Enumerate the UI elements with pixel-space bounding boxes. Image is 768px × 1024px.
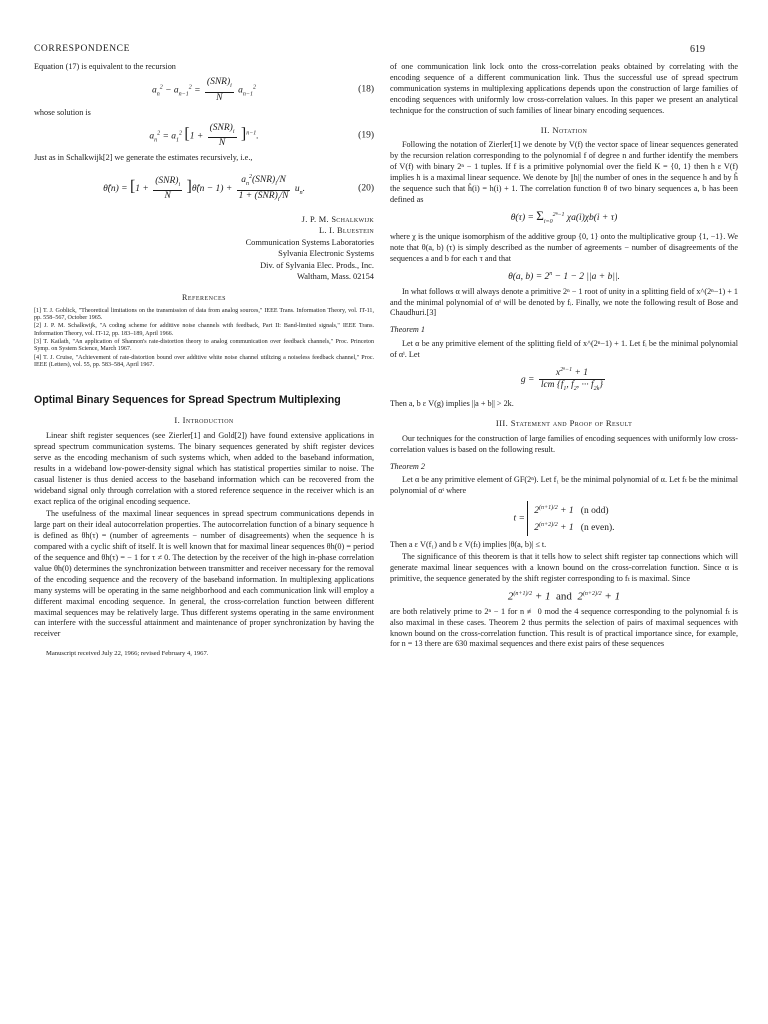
- paragraph: of one communication link lock onto the cross-correlation peaks obtained by correlating with the encoding sequence of a different communication link. Thus the successful use of spread spectrum communication systems in multiplexing applications depends upon the construction of large families of encoding sequences with uniformly low cross-correlation values. In this paper we present an analytical technique for the construction of such families of linear binary encoding sequences.: [390, 62, 738, 115]
- reference-item: [2] J. P. M. Schalkwijk, "A coding scheme for additive noise channels with feedback, Part II: Band-limited signals," IEEE Trans. Information Theory, vol. IT-12, pp. 183–189, April 1966.: [34, 323, 374, 337]
- section-heading: III. Statement and Proof of Result: [495, 417, 633, 428]
- exponent-expression: $2^{(n+1)/2} + 1$ and $2^{(n+2)/2} + 1$: [507, 590, 621, 603]
- paragraph: Following the notation of Zierler[1] we denote by V(f) the vector space of linear sequences generated by the recursion relation corresponding to the polynomial f of degree n and further identify the members of V(f) with binary 2ⁿ − 1 tuples. If f is a primitive polynomial over the field K = {0, 1} then h ε V(f) implies h is a maximal linear sequence. We denote by ||h|| the number of ones in the sequence h and by ĥ the sequence such that ĥ(i) = h(i) + 1. The correlation function θ of two binary sequences a, b has been defined as: [390, 140, 738, 204]
- g-definition-equation: g = $\frac{x^{2^n-1} + 1}{lcm \{f_1, f_2, \cdot\cdot\cdot f_{2k}\}}$: [520, 367, 604, 392]
- equation-18: $a_n^2 - a_{n-1}^2$ = $\frac{(SNR)_i}{N}$ $a_{n-1}^2$ (18): [152, 76, 374, 103]
- affiliation-line: Communication Systems Laboratories: [245, 237, 374, 247]
- author-block: [34, 214, 374, 283]
- affiliation-line: Waltham, Mass. 02154: [296, 272, 374, 282]
- equation-19: $a_n^2 = a_1^2$ [1 + $\frac{(SNR)_i}{N}$ ]$^{n-1}$. (19): [149, 122, 374, 149]
- page-number: 619: [690, 44, 705, 55]
- theorem-text: Let α be any primitive element of GF(2ⁿ). Let f₁ be the minimal polynomial of α. Let fₜ be the minimal polynomial of αᵗ where: [390, 475, 738, 496]
- manuscript-footnote: Manuscript received July 22, 1966; revised February 4, 1967.: [46, 650, 209, 658]
- theorem-label: Theorem 1: [390, 325, 425, 335]
- affiliation-line: Div. of Sylvania Elec. Prods., Inc.: [260, 260, 374, 270]
- article-title: Optimal Binary Sequences for Spread Spectrum Multiplexing: [34, 394, 341, 407]
- equation-number: (18): [358, 84, 374, 95]
- equation-number: (20): [358, 183, 374, 194]
- running-header: CORRESPONDENCE: [34, 44, 131, 54]
- references-heading: References: [181, 292, 226, 302]
- solution-text: whose solution is: [34, 107, 91, 117]
- paragraph: In what follows α will always denote a primitive 2ⁿ − 1 root of unity in a splitting field of x^(2ⁿ−1) + 1 and the minimal polynomial of αⁱ will be denoted by fᵢ. Finally, we note the following result of Bose and Chaudhuri.[3]: [390, 286, 738, 318]
- eq-intro-text: Equation (17) is equivalent to the recursion: [34, 62, 176, 71]
- equation-20: θ̂(n) = [1 + $\frac{(SNR)_i}{N}$ ]θ̂(n − 1) + $\frac{a_n^2(SNR)_i/N}{1 + (SNR)_i/N}$ $u_n$. (20): [103, 174, 374, 203]
- reference-item: [3] T. Kailath, "An application of Shannon's rate-distortion theory to analog communication over feedback channels," Proc. Princeton Symp. on System Science, March 1967.: [34, 338, 374, 353]
- section-heading: I. Introduction: [174, 415, 234, 426]
- paragraph: Linear shift register sequences (see Zierler[1] and Gold[2]) have found extensive applications in spread spectrum communication systems. The binary sequences generated by shift register devices serve as the encoding mechanism of such systems which, when added to the baseband information, results in a wideband low-power-density signal which has statistical properties similar to noise. The casual listener is thus denied access to the baseband information which can be recovered from the wideband signal only through correlation with a stored reference sequence in the receiver which is an exact replica of the original encoding sequence.: [34, 431, 374, 506]
- reference-item: [4] T. J. Cruise, "Achievement of rate-distortion bound over additive white noise channel utilizing a noiseless feedback channel," Proc. IEEE (Letters), vol. 55, pp. 583–584, April 1967.: [34, 354, 374, 368]
- paragraph: are both relatively prime to 2ⁿ − 1 for n ≢ 0 mod the 4 sequence corresponding to the polynomial fₜ is also maximal in these cases. Theorem 2 thus permits the selection of pairs of maximal sequences with known bound on the cross-correlation function. This result is of practical importance since, for example, for n = 13 there are 630 maximal sequences and there exist pairs of these sequences: [390, 606, 738, 649]
- paragraph: where χ is the unique isomorphism of the additive group {0, 1} onto the multiplicative group {1, −1}. We note that θ(a, b) (τ) is simply described as the number of agreements − number of disagreements of the sequences a and b for each τ and that: [390, 231, 738, 263]
- right-column: [390, 62, 738, 652]
- correlation-equation: $\theta(\tau) = \Sigma_{i=0}^{2^n-1}$ χa(i)χb(i + τ): [510, 208, 618, 225]
- theorem-conclusion: Then a, b ε V(g) implies ||a + b|| > 2k.: [390, 398, 514, 408]
- recursive-text: Just as in Schalkwijk[2] we generate the estimates recursively, i.e.,: [34, 153, 253, 163]
- reference-item: [1] T. J. Goblick, "Theoretical limitations on the transmission of data from analog sources," IEEE Trans. Information Theory, vol. IT-11, pp. 558–567, October 1965.: [34, 307, 374, 322]
- and-word: and: [556, 590, 572, 603]
- theorem-text: Let α be any primitive element of the splitting field of x^(2ⁿ−1) + 1. Let fᵢ be the minimal polynomial of αⁱ. Let: [390, 339, 738, 360]
- theorem-label: Theorem 2: [390, 461, 425, 471]
- section-heading: II. Notation: [540, 124, 588, 135]
- theorem-conclusion: Then a ε V(f₁) and b ε V(fₜ) implies |θ(a, b)| ≤ t.: [390, 539, 547, 549]
- left-column: [34, 62, 374, 660]
- author-name: J. P. M. Schalkwijk: [301, 214, 374, 224]
- case-condition: (n even).: [580, 523, 615, 534]
- paragraph: The usefulness of the maximal linear sequences in spread spectrum communications depends in large part on their ideal autocorrelation properties. The autocorrelation function of a binary sequence h is defined as θh(τ) = (number of agreements − number of disagreements) when the sequence h is compared with a cyclic shift of itself. It is well known that for maximal linear sequences θh(0) = period of the sequence and θh(τ) = − 1 for τ ≠ 0. The detection by the receiver of the high in-phase correlation value θh(0) determines the synchronization between transmitter and receiver necessary for the removal of the encoding sequence and the recovery of the baseband information. In multiplexing applications many systems will be operating in the same neighborhood and each communication link will employ a different maximal encoding sequence. In general, the cross-correlation function between different maximal sequences may be relatively large. Thus different systems operating in the same environment can interfere with the successful attainment and maintenance of proper synchronization by having the receiver: [34, 509, 374, 639]
- affiliation-line: Sylvania Electronic Systems: [278, 249, 374, 259]
- agreement-equation: θ(a, $b) = 2^n - 1 - 2$ ||a + b||.: [508, 270, 620, 282]
- author-name: L. I. Bluestein: [318, 226, 374, 236]
- paragraph: The significance of this theorem is that it tells how to select shift register tap connections which will generate maximal linear sequences with a known bound on the cross-correlation function. Since α is primitive, the sequence generated by the shift register corresponding to fₜ is maximal. Since: [390, 552, 738, 584]
- t-definition-equation: $t = 2^{(n+1)/2} + 1$ (n odd) $2^{(n+2)/2} + 1$ (n even).: [390, 501, 738, 535]
- paragraph: Our techniques for the construction of large families of encoding sequences with uniformly low cross-correlation values is based on the following result.: [390, 433, 738, 454]
- equation-number: (19): [358, 130, 374, 141]
- case-condition: (n odd): [580, 506, 609, 517]
